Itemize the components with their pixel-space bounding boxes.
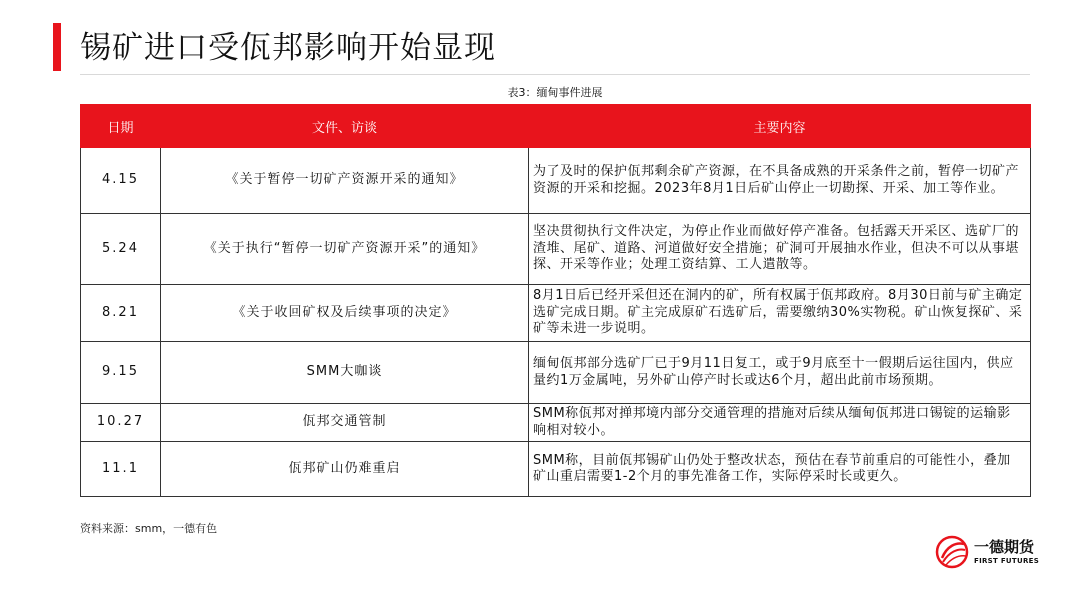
row-document: 佤邦交通管制 (161, 404, 529, 442)
events-table (80, 104, 1031, 497)
row-content: 缅甸佤邦部分选矿厂已于9月11日复工，或于9月底至十一假期后运往国内，供应量约1万金属吨，另外矿山停产时长或达6个月，超出此前市场预期。 (529, 342, 1031, 404)
table-row (81, 285, 1031, 342)
page-title: 锡矿进口受佤邦影响开始显现 (80, 30, 496, 66)
title-divider (80, 74, 1030, 75)
row-date: 11.1 (81, 442, 161, 497)
first-futures-logo-icon (934, 534, 970, 570)
row-document: 《关于暂停一切矿产资源开采的通知》 (161, 148, 529, 214)
company-logo (934, 534, 1044, 570)
table-header-row (81, 105, 1031, 148)
logo-english-name: FIRST FUTURES (974, 557, 1040, 565)
table-row (81, 148, 1031, 214)
row-date: 4.15 (81, 148, 161, 214)
row-date: 10.27 (81, 404, 161, 442)
logo-chinese-name: 一德期货 (974, 538, 1035, 556)
row-date: 5.24 (81, 214, 161, 285)
row-document: 佤邦矿山仍难重启 (161, 442, 529, 497)
row-document: 《关于收回矿权及后续事项的决定》 (161, 285, 529, 342)
table-caption: 表3：缅甸事件进展 (507, 86, 603, 99)
row-content: 坚决贯彻执行文件决定，为停止作业而做好停产准备。包括露天开采区、选矿厂的渣堆、尾矿、道路、河道做好安全措施；矿洞可开展抽水作业，但决不可以从事堪探、开采等作业；处理工资结算、工人遣散等。 (529, 214, 1031, 285)
table-row (81, 342, 1031, 404)
row-document: SMM大咖谈 (161, 342, 529, 404)
row-content: 为了及时的保护佤邦剩余矿产资源，在不具备成熟的开采条件之前，暂停一切矿产资源的开采和挖掘。2023年8月1日后矿山停止一切勘探、开采、加工等作业。 (529, 148, 1031, 214)
table-row (81, 214, 1031, 285)
row-document: 《关于执行“暂停一切矿产资源开采”的通知》 (161, 214, 529, 285)
row-content: 8月1日后已经开采但还在洞内的矿，所有权属于佤邦政府。8月30日前与矿主确定选矿完成日期。矿主完成原矿石选矿后，需要缴纳30%实物税。矿山恢复探矿、采矿等未进一步说明。 (529, 285, 1031, 342)
source-note: 资料来源：smm，一德有色 (80, 522, 218, 535)
table-row (81, 442, 1031, 497)
row-date: 9.15 (81, 342, 161, 404)
row-content: SMM称佤邦对掸邦境内部分交通管理的措施对后续从缅甸佤邦进口锡锭的运输影响相对较小。 (529, 404, 1031, 442)
header-date: 日期 (81, 105, 161, 148)
header-content: 主要内容 (529, 105, 1031, 148)
table-row (81, 404, 1031, 442)
row-content: SMM称，目前佤邦锡矿山仍处于整改状态，预估在春节前重启的可能性小，叠加矿山重启需要1-2个月的事先准备工作，实际停采时长或更久。 (529, 442, 1031, 497)
title-accent-bar (53, 23, 61, 71)
header-document: 文件、访谈 (161, 105, 529, 148)
row-date: 8.21 (81, 285, 161, 342)
